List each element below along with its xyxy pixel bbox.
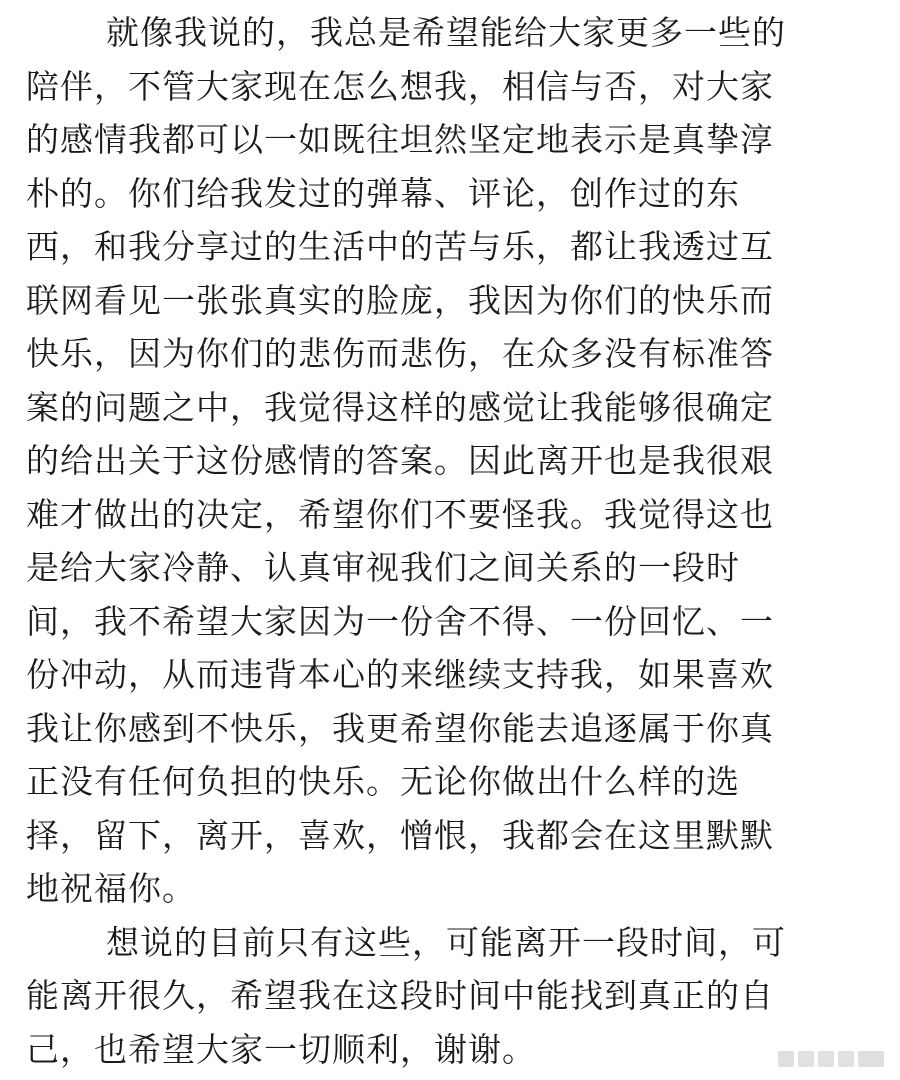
watermark-icon xyxy=(778,1048,886,1070)
text-line: 想说的目前只有这些，可能离开一段时间，可 xyxy=(106,922,786,962)
statement-text xyxy=(26,6,846,1076)
text-line: 案的问题之中，我觉得这样的感觉让我能够很确定 xyxy=(26,387,774,427)
text-line: 快乐，因为你们的悲伤而悲伤，在众多没有标准答 xyxy=(26,334,774,373)
text-line: 朴的。你们给我发过的弹幕、评论，创作过的东 xyxy=(26,173,740,213)
text-line: 的给出关于这份感情的答案。因此离开也是我很艰 xyxy=(26,441,774,480)
text-line: 我让你感到不快乐，我更希望你能去追逐属于你真 xyxy=(26,708,774,748)
text-line: 就像我说的，我总是希望能给大家更多一些的 xyxy=(106,13,786,52)
text-line: 己，也希望大家一切顺利，谢谢。 xyxy=(26,1029,536,1069)
text-line: 间，我不希望大家因为一份舍不得、一份回忆、一 xyxy=(26,601,774,641)
text-line: 能离开很久，希望我在这段时间中能找到真正的自 xyxy=(26,976,774,1015)
text-line: 正没有任何负担的快乐。无论你做出什么样的选 xyxy=(26,762,740,801)
text-line: 地祝福你。 xyxy=(26,869,196,908)
text-line: 份冲动，从而违背本心的来继续支持我，如果喜欢 xyxy=(26,655,774,694)
text-line: 西，和我分享过的生活中的苦与乐，都让我透过互 xyxy=(26,227,774,266)
text-line: 联网看见一张张真实的脸庞，我因为你们的快乐而 xyxy=(26,280,774,320)
text-line: 陪伴，不管大家现在怎么想我，相信与否，对大家 xyxy=(26,66,774,106)
text-line: 是给大家冷静、认真审视我们之间关系的一段时 xyxy=(26,548,740,587)
text-line: 择，留下，离开，喜欢，憎恨，我都会在这里默默 xyxy=(26,815,774,855)
text-line: 难才做出的决定，希望你们不要怪我。我觉得这也 xyxy=(26,494,774,534)
text-line: 的感情我都可以一如既往坦然坚定地表示是真挚淳 xyxy=(26,120,774,159)
